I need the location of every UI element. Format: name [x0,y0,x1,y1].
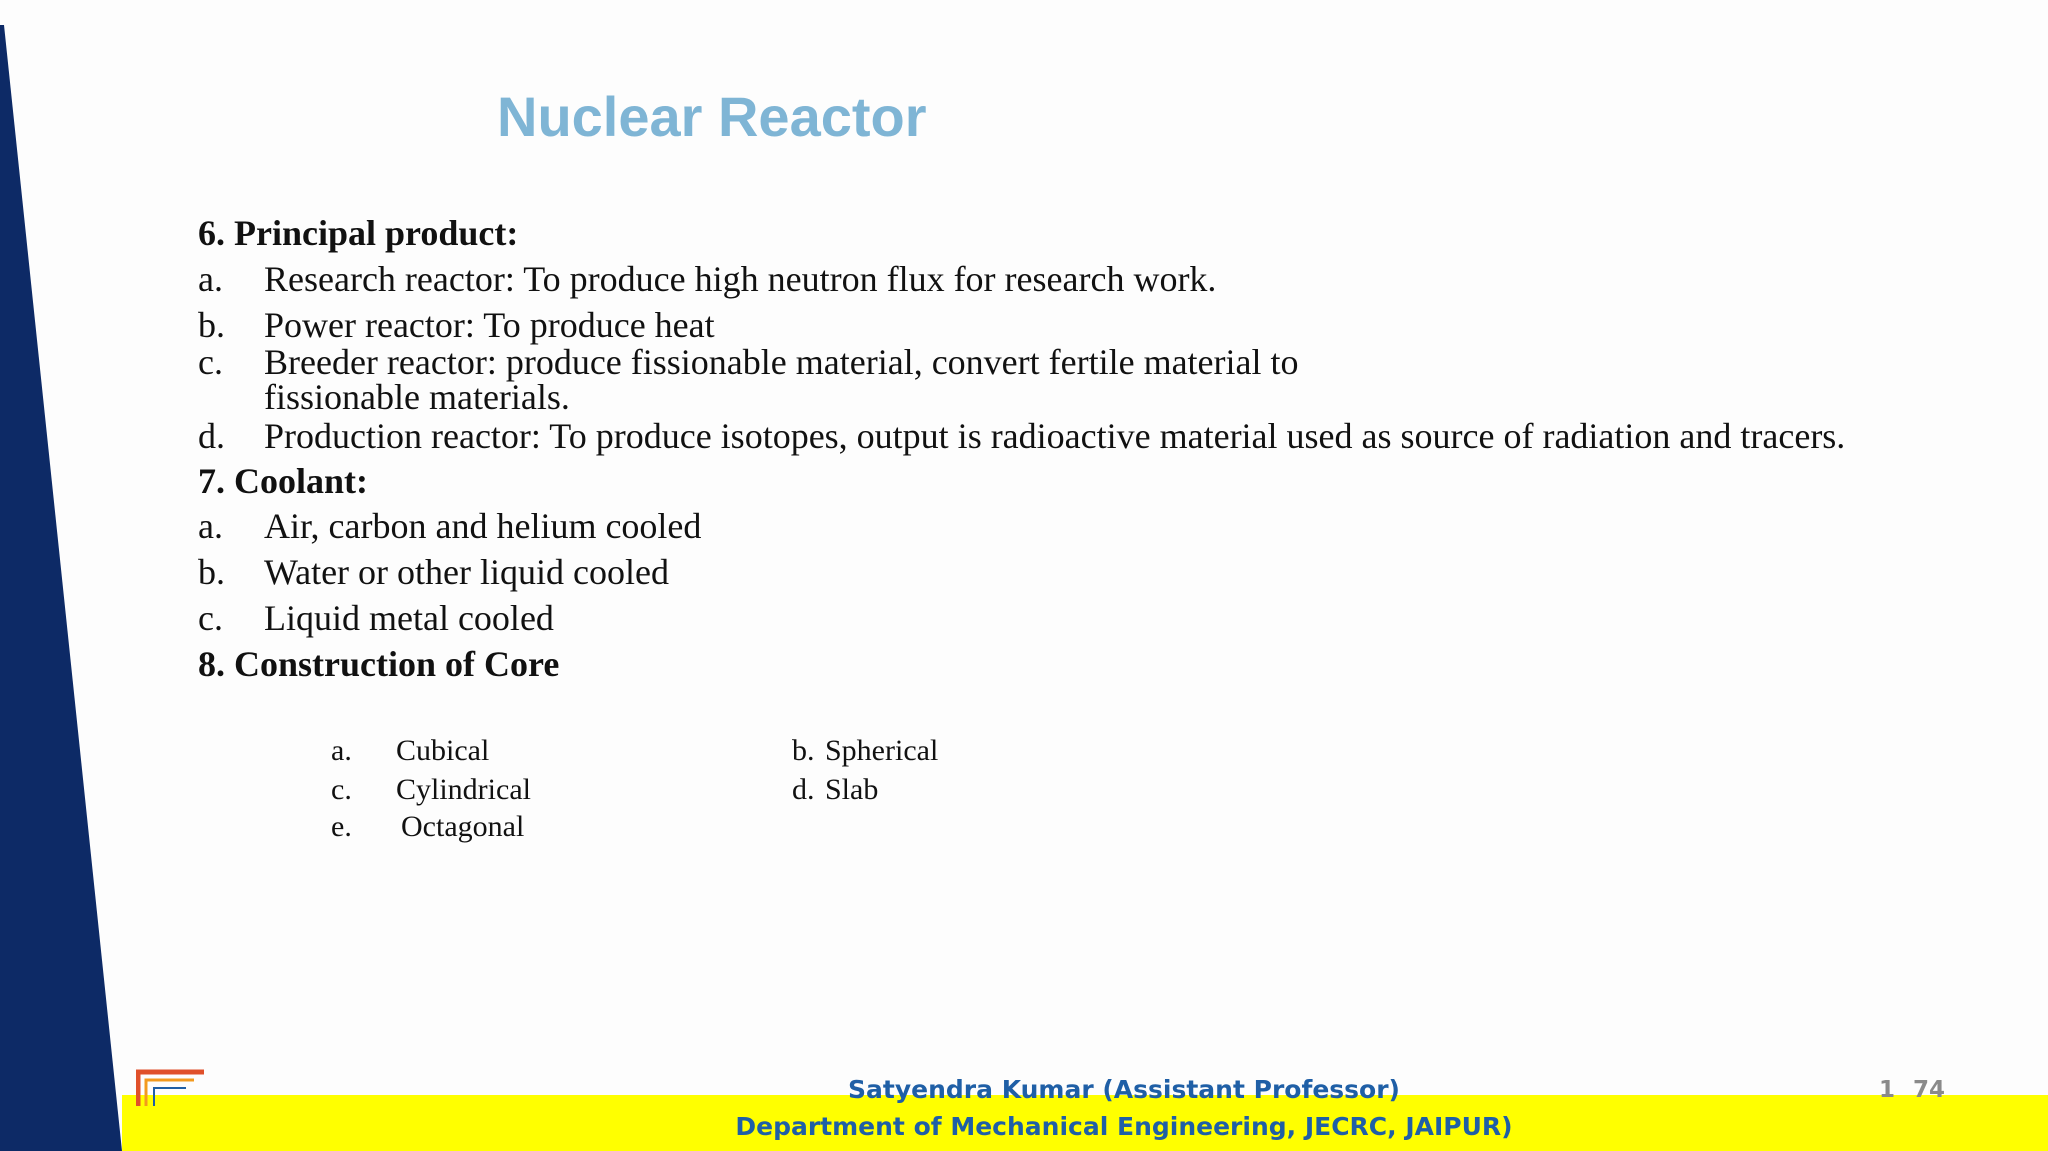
slide-title: Nuclear Reactor [497,85,927,148]
list-item-text: Research reactor: To produce high neutron flux for research work. [264,259,1217,299]
core-shape-label: Slab [825,773,879,806]
footer-department: Department of Mechanical Engineering, JECRC, JAIPUR) [735,1112,1513,1141]
page-number-prefix: 1 [1879,1077,1896,1103]
core-shape-marker: d. [792,773,815,806]
core-shape-marker: b. [792,734,815,767]
list-item [198,415,1845,457]
list-item [198,505,701,547]
list-marker: c. [198,342,223,382]
core-shape-label: Cubical [396,734,490,767]
list-item-text: Liquid metal cooled [264,598,554,638]
list-item-text: Power reactor: To produce heat [264,305,715,345]
section-heading-coolant: 7. Coolant: [198,461,368,501]
core-shape-label: Cylindrical [396,773,531,806]
list-item [198,597,554,639]
list-item-text: Air, carbon and helium cooled [264,506,702,546]
section-heading-construction-of-core: 8. Construction of Core [198,644,560,684]
core-shape-marker: e. [331,810,352,843]
list-marker: a. [198,259,223,299]
list-marker: c. [198,598,223,638]
list-marker: a. [198,506,223,546]
list-marker: b. [198,305,225,345]
list-marker: d. [198,416,225,456]
footer-author: Satyendra Kumar (Assistant Professor) [848,1075,1400,1104]
core-shape-label: Spherical [825,734,939,767]
list-item [198,551,669,593]
list-item-text: Water or other liquid cooled [264,552,669,592]
list-item-text: Breeder reactor: produce fissionable material, convert fertile material to [264,342,1299,382]
list-marker: b. [198,552,225,592]
page-number: 74 [1913,1077,1946,1103]
list-item-continuation: fissionable materials. [264,377,570,417]
list-item-text: Production reactor: To produce isotopes, output is radioactive material used as source of radiation and tracers. [264,416,1846,456]
core-shape-marker: a. [331,734,352,767]
list-item [198,258,1216,300]
list-item [198,304,715,346]
core-shape-label: Octagonal [401,810,525,843]
section-heading-principal-product: 6. Principal product: [198,213,519,253]
core-shape-marker: c. [331,773,352,806]
left-decorative-band [0,0,130,1151]
